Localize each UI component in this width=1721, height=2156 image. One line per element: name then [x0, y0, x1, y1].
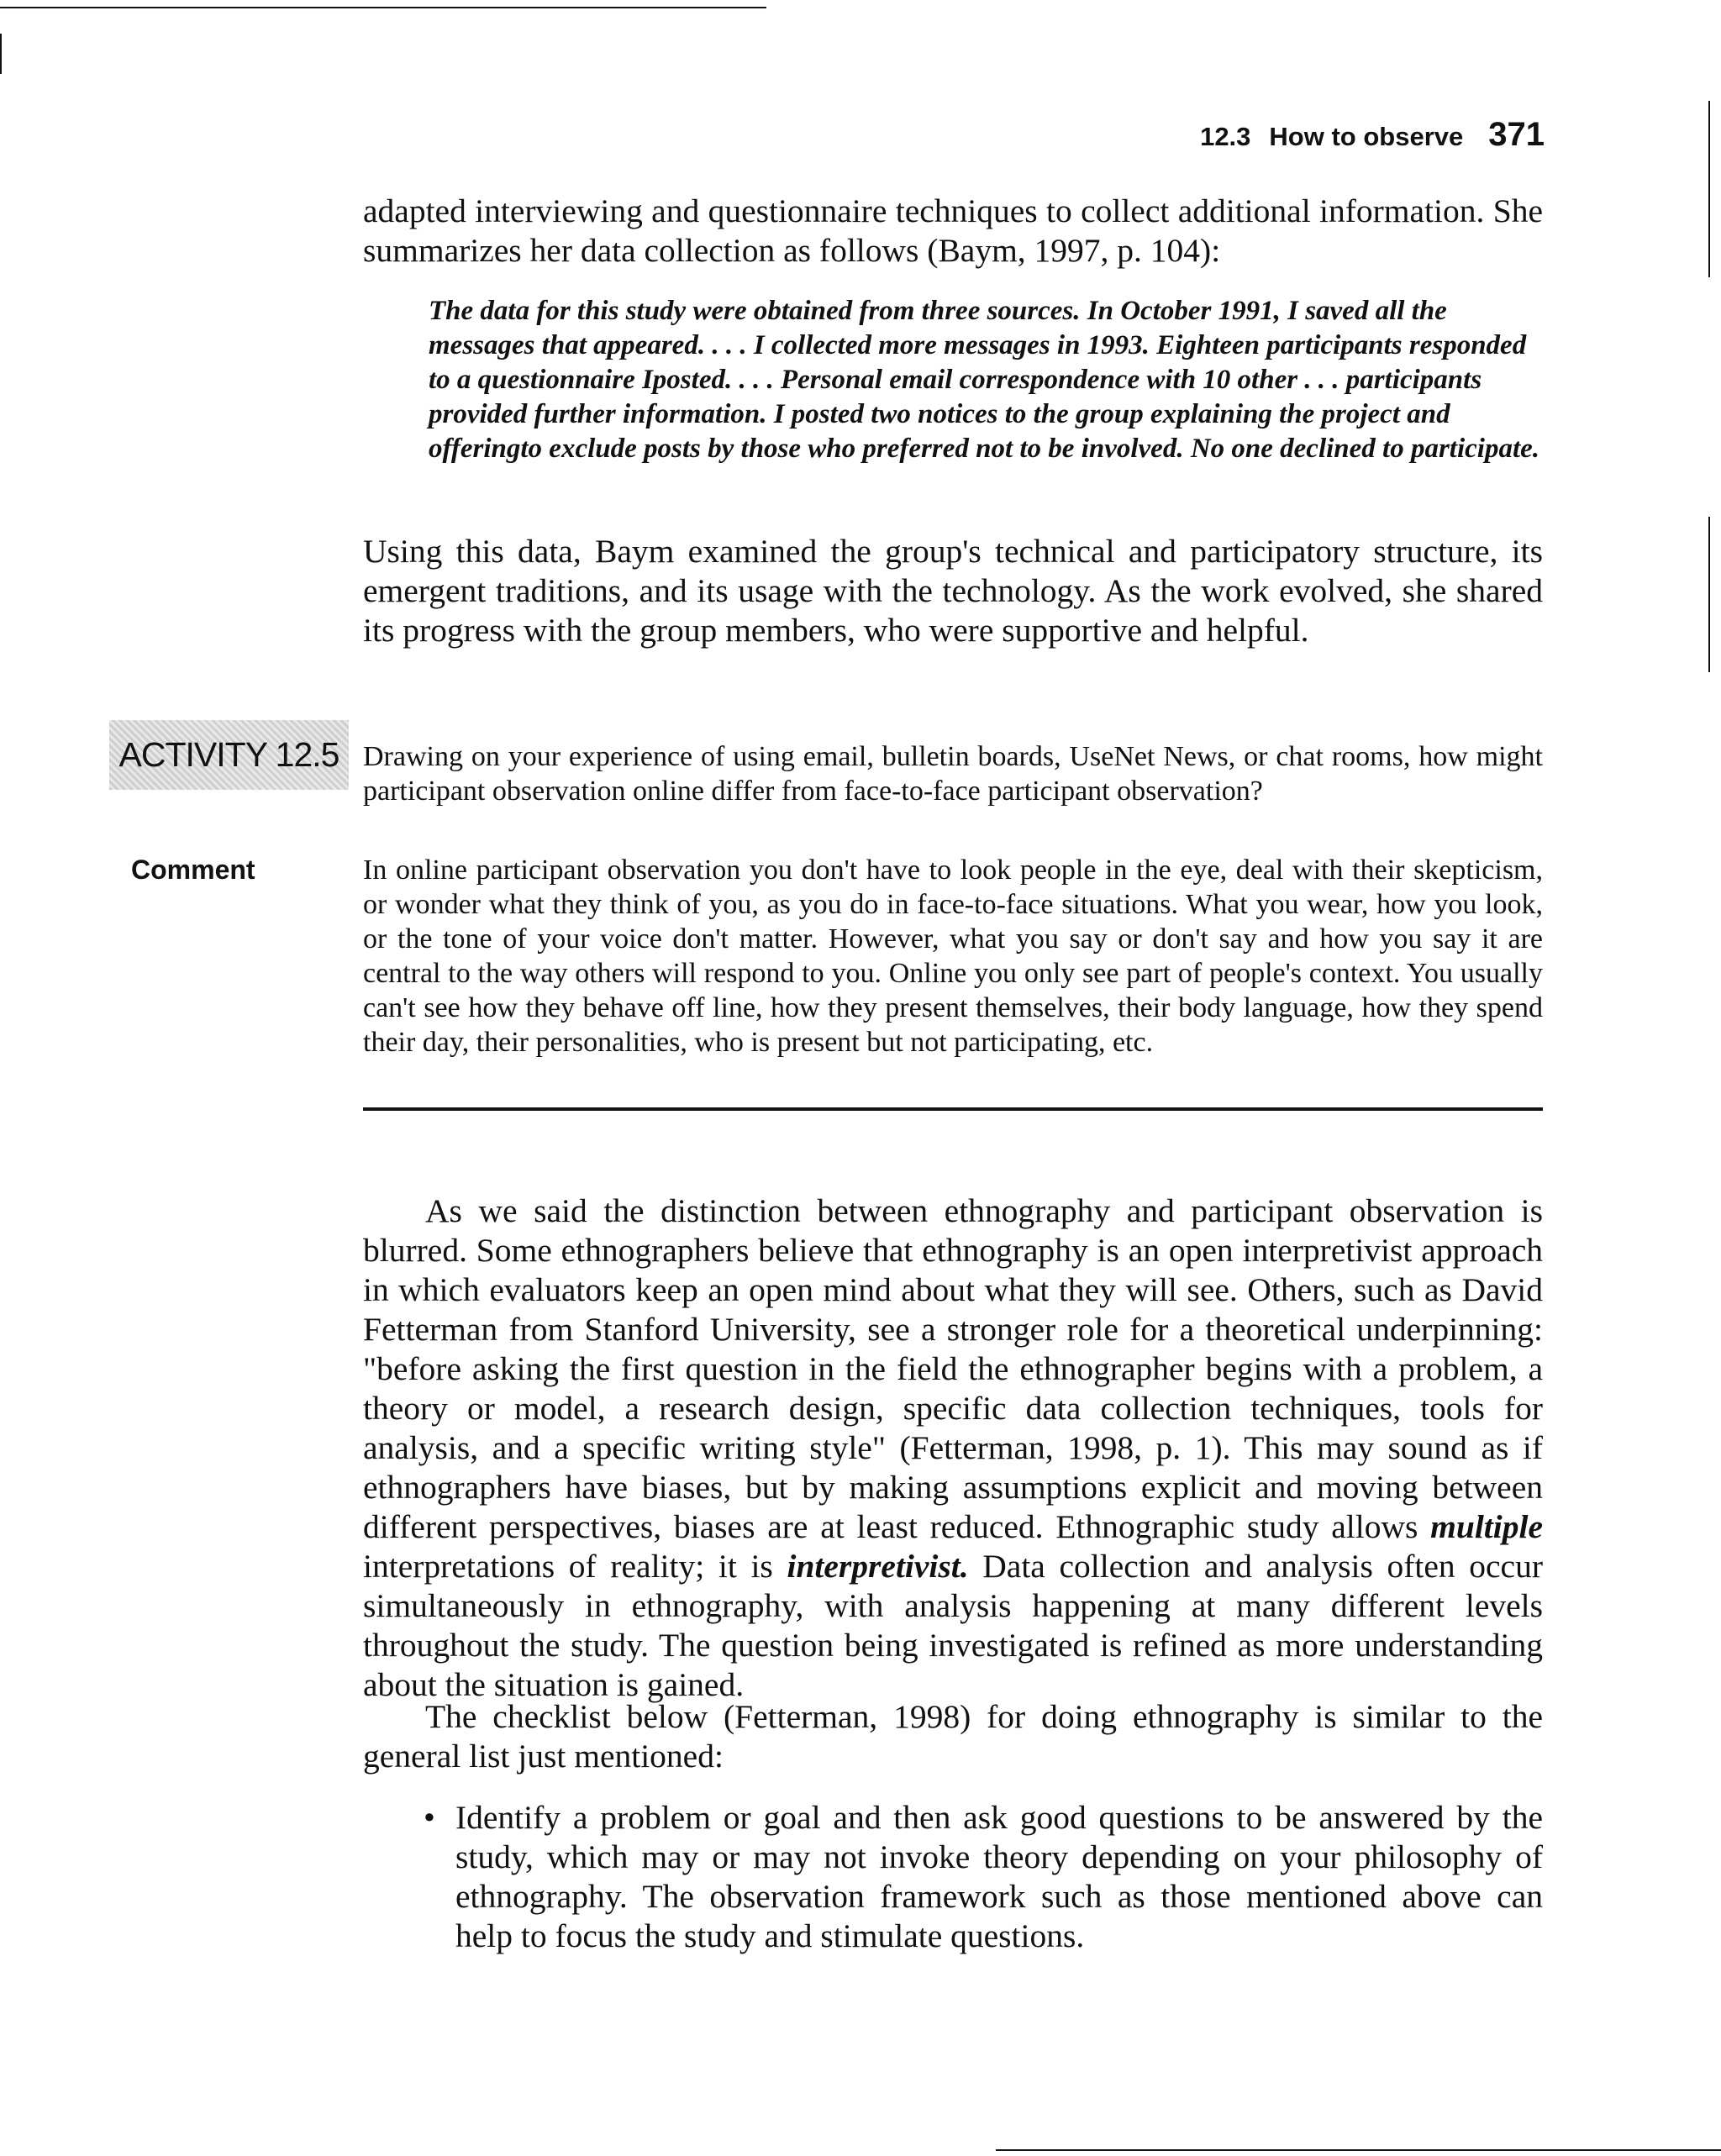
ethnography-paragraph-text	[363, 1191, 1543, 1705]
bullet-icon: •	[424, 1799, 435, 1836]
right-edge-rule-2	[1708, 517, 1710, 672]
block-quote-text: The data for this study were obtained from three sources. In October 1991, I saved all the messages that appeared. . . . I collected more messages in 1993. Eighteen participants responded to a questionnaire Iposted. . . . Personal email correspondence with 10 other . . . participants provided further information. I posted two notices to the group explaining the project and offeringto exclude posts by those who preferred not to be involved. No one declined to participate.	[429, 296, 1540, 464]
activity-question	[363, 739, 1543, 808]
list-item-text: Identify a problem or goal and then ask good questions to be answered by the study, which may or may not invoke theory depending on your philosophy of ethnography. The observation framework such as those mentioned above can help to focus the study and stimulate questions.	[455, 1799, 1543, 1954]
checklist-intro	[363, 1697, 1543, 1776]
activity-end-rule	[363, 1107, 1543, 1111]
intro-paragraph	[363, 192, 1543, 271]
block-quote	[429, 294, 1542, 466]
emphasis-interpretivist: interpretivist.	[787, 1548, 969, 1585]
emphasis-multiple: multiple	[1430, 1508, 1543, 1545]
list-item	[363, 1798, 1543, 1956]
left-edge-tick	[0, 34, 2, 74]
comment-label: Comment	[131, 855, 255, 885]
intro-paragraph-text: adapted interviewing and questionnaire techniques to collect additional information. She summarizes her data collection as follows (Baym, 1997, p. 104):	[363, 192, 1543, 269]
ethnography-text-part3: Data collection and analysis often occur simultaneously in ethnography, with analysis happening at many different levels throughout the study. The question being investigated is refined as more understanding about the situation is gained.	[363, 1548, 1543, 1703]
paragraph-after-quote-text: Using this data, Baym examined the group's technical and participatory structure, its emergent traditions, and its usage with the technology. As the work evolved, she shared its progress with the group members, who were supportive and helpful.	[363, 533, 1543, 649]
ethnography-text-part1: As we said the distinction between ethnography and participant observation is blurred. Some ethnographers believe that ethnography is an open interpretivist approach in which evaluators keep an open mind about what they will see. Others, such as David Fetterman from Stanford University, see a stronger role for a theoretical underpinning: "before asking the first question in the field the ethnographer begins with a problem, a theory or model, a research design, specific data collection techniques, tools for analysis, and a specific writing style" (Fetterman, 1998, p. 1). This may sound as if ethnographers have biases, but by making assumptions explicit and moving between different perspectives, biases are at least reduced. Ethnographic study allows	[363, 1192, 1543, 1545]
ethnography-paragraph	[363, 1191, 1543, 1705]
page-number: 371	[1488, 116, 1545, 153]
checklist-intro-text: The checklist below (Fetterman, 1998) for doing ethnography is similar to the general list just mentioned:	[363, 1698, 1543, 1775]
comment-body	[363, 853, 1543, 1060]
paragraph-after-quote	[363, 532, 1543, 650]
top-edge-rule	[0, 7, 766, 8]
ethnography-text-part2: interpretations of reality; it is	[363, 1548, 787, 1585]
section-number: 12.3	[1200, 122, 1251, 151]
right-edge-rule	[1708, 101, 1710, 277]
activity-question-text: Drawing on your experience of using email, bulletin boards, UseNet News, or chat rooms, how might participant observation online differ from face-to-face participant observation?	[363, 741, 1543, 807]
checklist	[363, 1798, 1543, 1956]
activity-label: ACTIVITY 12.5	[109, 720, 349, 790]
bottom-edge-rule	[996, 2149, 1721, 2151]
running-header	[1200, 116, 1545, 154]
comment-body-text: In online participant observation you don't have to look people in the eye, deal with their skepticism, or wonder what they think of you, as you do in face-to-face situations. What you wear, how you look, or the tone of your voice don't matter. However, what you say or don't say and how you say it are central to the way others will respond to you. Online you only see part of people's context. You usually can't see how they behave off line, how they present themselves, their body language, how they spend their day, their personalities, who is present but not participating, etc.	[363, 855, 1543, 1058]
section-title: How to observe	[1269, 122, 1464, 151]
checklist-list	[363, 1798, 1543, 1956]
